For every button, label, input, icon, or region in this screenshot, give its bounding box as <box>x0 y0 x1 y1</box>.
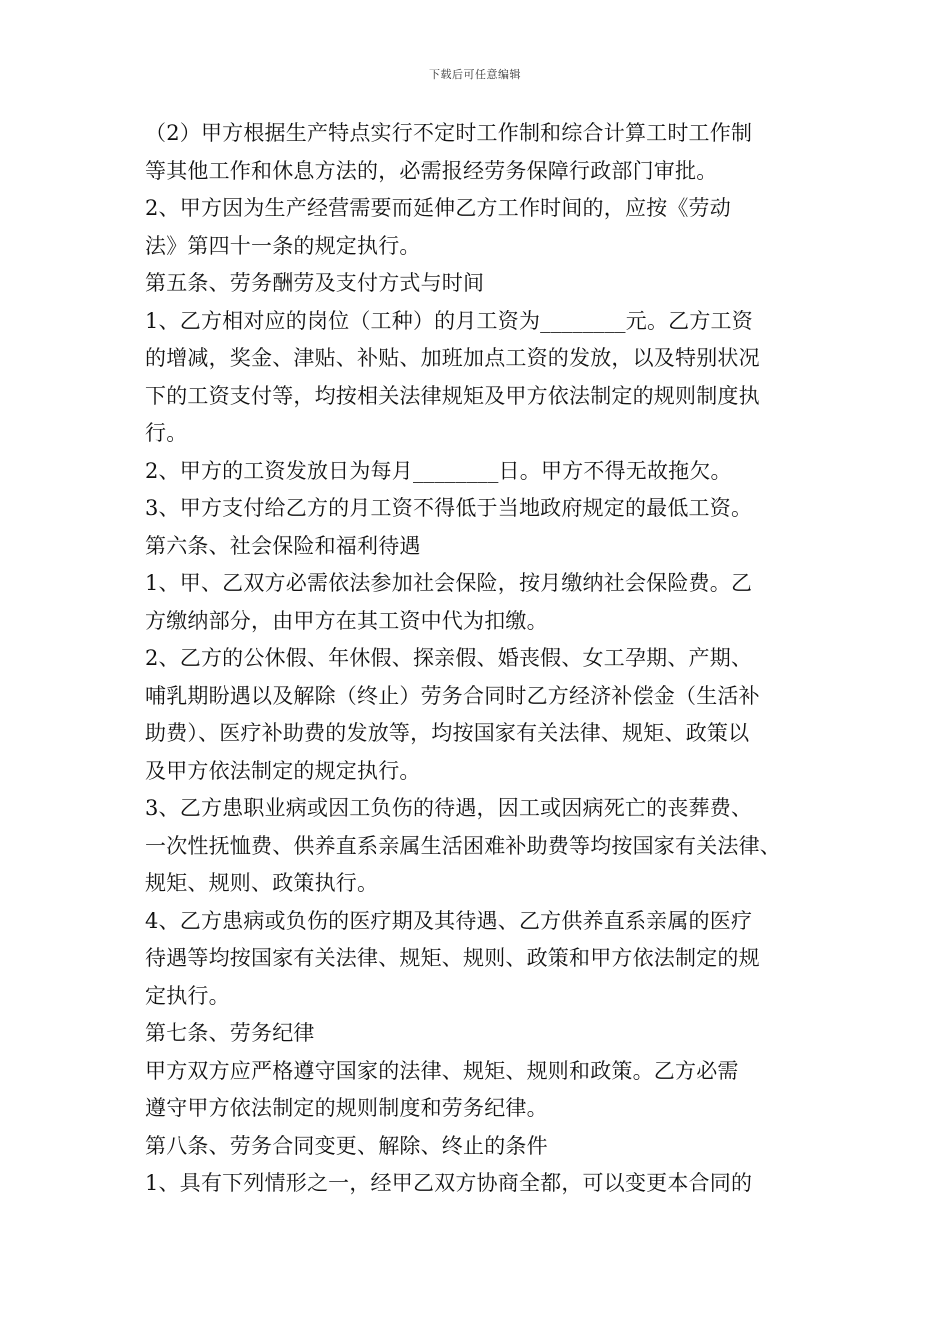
document-body <box>145 115 825 1203</box>
text-line: 2、甲方的工资发放日为每月________日。甲方不得无故拖欠。 <box>145 458 732 483</box>
text-line: 1、具有下列情形之一，经甲乙双方协商全都，可以变更本合同的 <box>145 1171 753 1195</box>
text-line: 2、甲方因为生产经营需要而延伸乙方工作时间的，应按《劳动 <box>145 196 731 220</box>
text-line: 一次性抚恤费、供养直系亲属生活困难补助费等均按国家有关法律、 <box>145 833 781 858</box>
text-line: 1、乙方相对应的岗位（工种）的月工资为________元。乙方工资 <box>145 308 753 333</box>
text-line: 定执行。 <box>145 983 230 1008</box>
text-line: 3、甲方支付给乙方的月工资不得低于当地政府规定的最低工资。 <box>145 496 753 520</box>
text-line: 法》第四十一条的规定执行。 <box>145 233 421 258</box>
text-line: 下的工资支付等，均按相关法律规矩及甲方依法制定的规则制度执 <box>145 383 760 408</box>
text-line: 1、甲、乙双方必需依法参加社会保险，按月缴纳社会保险费。乙 <box>145 571 753 595</box>
text-line: （2）甲方根据生产特点实行不定时工作制和综合计算工时工作制 <box>145 121 753 145</box>
section-heading: 第七条、劳务纪律 <box>145 1021 315 1045</box>
text-line: 等其他工作和休息方法的，必需报经劳务保障行政部门审批。 <box>145 158 718 183</box>
text-line: 行。 <box>145 421 188 445</box>
text-line: 遵守甲方依法制定的规则制度和劳务纪律。 <box>145 1096 548 1120</box>
text-line: 及甲方依法制定的规定执行。 <box>145 758 421 783</box>
text-line: 待遇等均按国家有关法律、规矩、规则、政策和甲方依法制定的规 <box>145 946 760 970</box>
text-line: 方缴纳部分，由甲方在其工资中代为扣缴。 <box>145 608 548 633</box>
text-line: 3、乙方患职业病或因工负伤的待遇，因工或因病死亡的丧葬费、 <box>145 796 753 820</box>
section-heading: 第五条、劳务酬劳及支付方式与时间 <box>145 271 485 295</box>
section-heading: 第八条、劳务合同变更、解除、终止的条件 <box>145 1133 548 1158</box>
text-line: 哺乳期盼遇以及解除（终止）劳务合同时乙方经济补偿金（生活补 <box>145 683 760 708</box>
text-line: 的增减，奖金、津贴、补贴、加班加点工资的发放，以及特别状况 <box>145 346 760 370</box>
text-line: 甲方双方应严格遵守国家的法律、规矩、规则和政策。乙方必需 <box>145 1058 739 1083</box>
text-line: 规矩、规则、政策执行。 <box>145 871 379 895</box>
section-heading: 第六条、社会保险和福利待遇 <box>145 533 421 558</box>
text-line: 4、乙方患病或负伤的医疗期及其待遇、乙方供养直系亲属的医疗 <box>145 908 753 933</box>
text-line: 助费）、医疗补助费的发放等，均按国家有关法律、规矩、政策以 <box>145 721 750 745</box>
page-header: 下载后可任意编辑 <box>429 68 521 81</box>
text-line: 2、乙方的公休假、年休假、探亲假、婚丧假、女工孕期、产期、 <box>145 646 753 670</box>
